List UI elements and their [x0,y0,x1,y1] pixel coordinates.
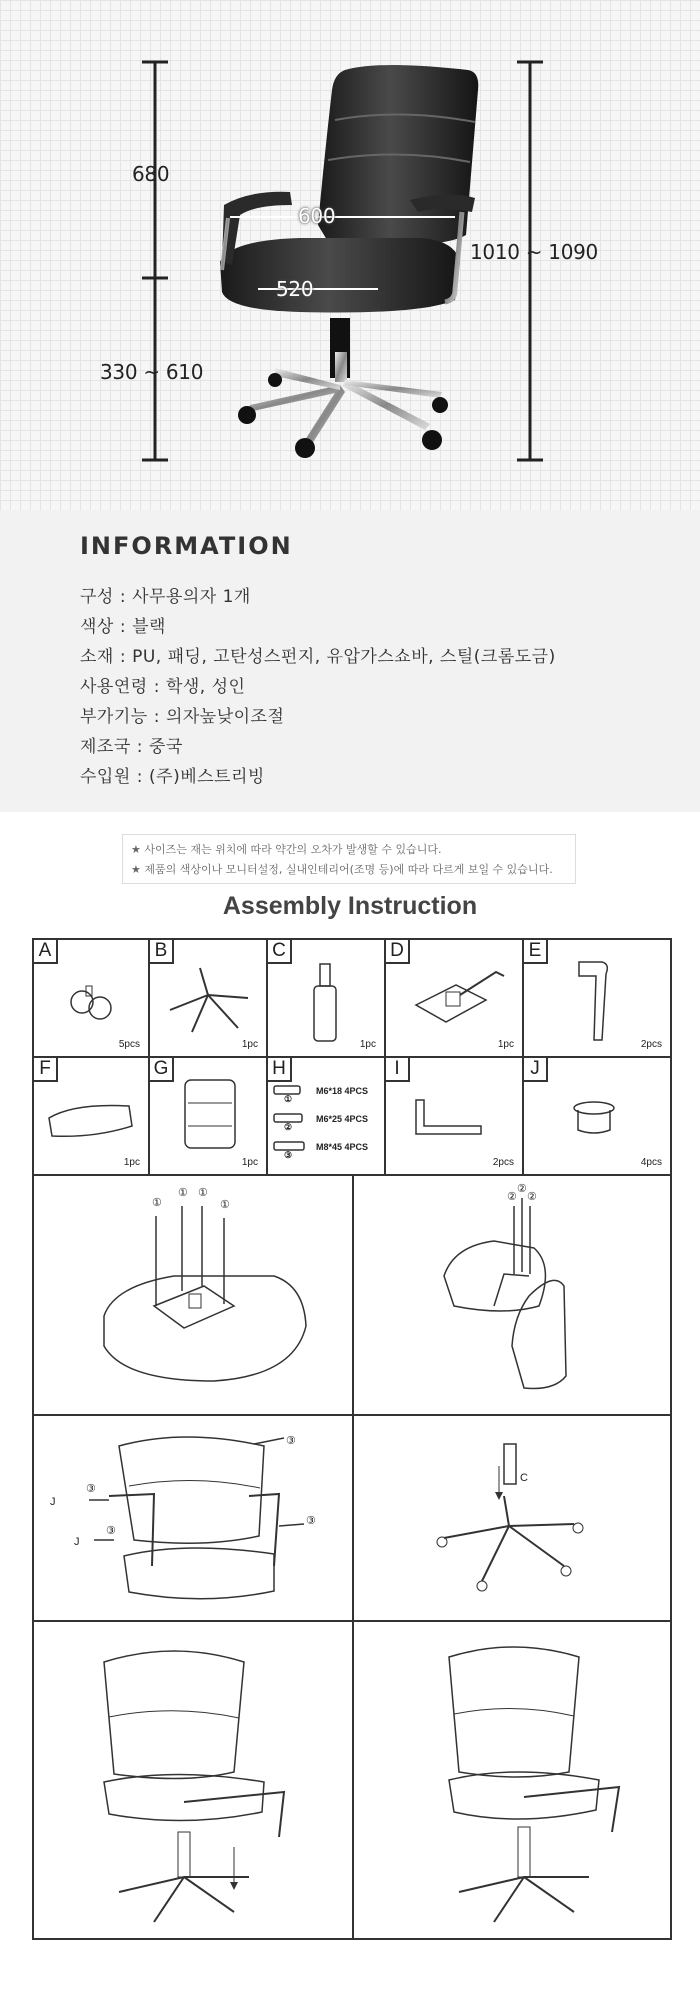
part-qty: 1pc [497,1039,514,1050]
hw-number: ② [284,1122,293,1132]
part-qty: 1pc [241,1157,258,1168]
part-letter: I [386,1058,410,1082]
step-4 [354,1416,670,1620]
part-cell-d [386,940,524,1056]
part-letter: H [268,1058,292,1082]
notice-line: ★ 사이즈는 재는 위치에 따라 약간의 오차가 발생할 수 있습니다. [131,843,442,856]
step-callout: ① [198,1187,208,1199]
parts-row [34,1058,670,1176]
gas-lift-insert-diagram [354,1416,670,1622]
part-cell-h [268,1058,386,1174]
hw-spec: M8*45 4PCS [316,1142,369,1152]
part-letter: E [524,940,548,964]
part-cell-a [34,940,150,1056]
part-cell-i [386,1058,524,1174]
information-list [80,582,700,792]
step-6 [354,1622,670,1938]
information-section [0,510,700,812]
step-row [34,1416,670,1622]
step-2 [354,1176,670,1414]
info-row: 수입원 : (주)베스트리빙 [80,767,265,787]
step-callout: ③ [106,1525,116,1537]
part-cell-c [268,940,386,1056]
seat-mechanism-diagram [34,1176,354,1416]
step-callout: ② [507,1191,517,1203]
step-callout: ① [152,1197,162,1209]
chair-assemble-diagram [34,1622,354,1938]
part-cell-j [524,1058,670,1174]
assembly-grid [32,938,672,1940]
parts-row [34,940,670,1058]
hw-spec: M6*25 4PCS [316,1114,369,1124]
step-callout: ③ [286,1435,296,1447]
seat-width-dimension: 520 [276,277,314,301]
arm-width-dimension: 600 [298,204,336,228]
step-callout: ② [527,1191,537,1203]
size-notice [122,834,576,884]
step-3 [34,1416,354,1620]
notice-line: ★ 제품의 색상이나 모니터설정, 실내인테리어(조명 등)에 따라 다르게 보일 수 있습니다. [131,863,553,876]
seat-height-dimension: 330 ~ 610 [100,360,204,384]
part-cell-g [150,1058,268,1174]
step-callout: ③ [306,1515,316,1527]
info-row: 색상 : 블랙 [80,617,166,637]
hw-number: ① [284,1094,293,1104]
step-callout: J [50,1496,56,1508]
part-qty: 5pcs [118,1039,140,1050]
part-letter: C [268,940,292,964]
step-row [34,1176,670,1416]
part-qty: 2pcs [492,1157,514,1168]
step-1 [34,1176,354,1414]
backrest-attach-diagram [354,1176,670,1416]
step-callout: ① [178,1187,188,1199]
info-row: 제조국 : 중국 [80,737,183,757]
part-qty: 1pc [241,1039,258,1050]
assembly-title: Assembly Instruction [222,892,478,920]
part-letter: J [524,1058,548,1082]
part-qty: 2pcs [640,1039,662,1050]
hw-spec: M6*18 4PCS [316,1086,369,1096]
info-row: 부가기능 : 의자높낮이조절 [80,707,285,727]
step-callout: C [520,1472,528,1484]
dimension-diagram [0,0,700,510]
info-row: 사용연령 : 학생, 성인 [80,677,246,697]
part-qty: 4pcs [640,1157,662,1168]
part-cell-b [150,940,268,1056]
info-row: 구성 : 사무용의자 1개 [80,587,251,607]
step-callout: J [74,1536,80,1548]
info-row: 소재 : PU, 패딩, 고탄성스펀지, 유압가스쇼바, 스틸(크롬도금) [80,647,556,667]
step-callout: ① [220,1199,230,1211]
part-cell-f [34,1058,150,1174]
step-5 [34,1622,354,1938]
part-letter: B [150,940,174,964]
chair-complete-diagram [354,1622,670,1938]
backrest-dimension: 680 [132,162,170,186]
step-callout: ② [517,1183,527,1195]
step-callout: ③ [86,1483,96,1495]
hw-number: ③ [284,1150,293,1160]
part-letter: G [150,1058,174,1082]
part-letter: F [34,1058,58,1082]
information-title: INFORMATION [80,532,293,560]
part-qty: 1pc [123,1157,140,1168]
part-qty: 1pc [359,1039,376,1050]
part-cell-e [524,940,670,1056]
total-height-dimension: 1010 ~ 1090 [470,240,598,264]
part-letter: D [386,940,410,964]
step-row [34,1622,670,1938]
part-letter: A [34,940,58,964]
